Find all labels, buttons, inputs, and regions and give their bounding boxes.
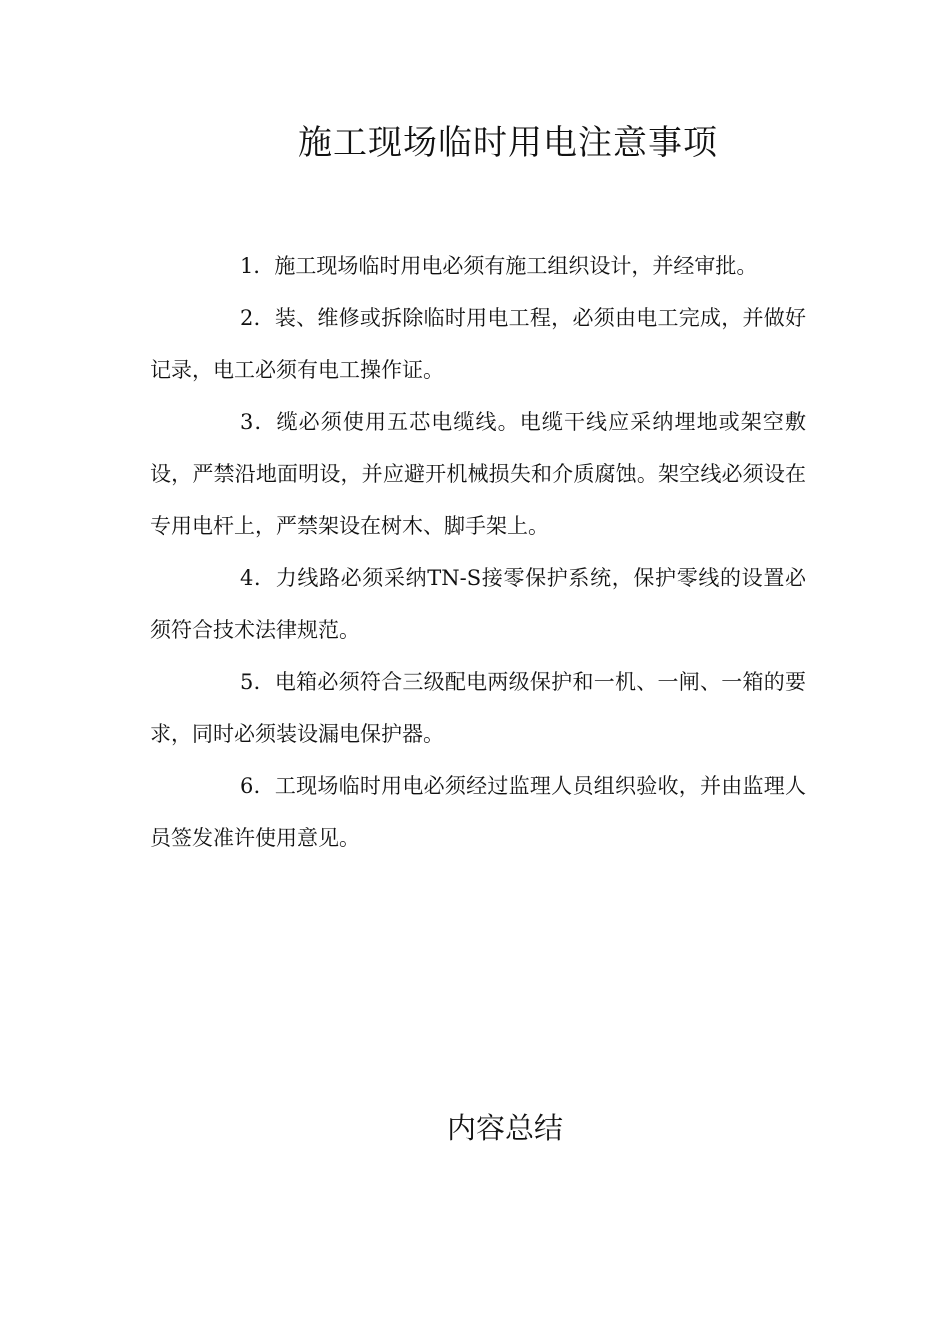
- item-number: 5．: [240, 670, 275, 694]
- item-text: 工现场临时用电必须经过监理人员组织验收，并由监理人员签发准许使用意见。: [150, 774, 806, 850]
- item-text: 电箱必须符合三级配电两级保护和一机、一闸、一箱的要求，同时必须装设漏电保护器。: [150, 670, 806, 746]
- item-text: 缆必须使用五芯电缆线。电缆干线应采纳埋地或架空敷设，严禁沿地面明设，并应避开机械损失和介质腐蚀。架空线必须设在专用电杆上，严禁架设在树木、脚手架上。: [150, 410, 806, 538]
- item-number: 6．: [240, 774, 275, 798]
- item-number: 4．: [240, 566, 276, 590]
- notice-item-4: [150, 552, 806, 656]
- notice-list: [150, 240, 806, 864]
- item-number: 2．: [240, 306, 275, 330]
- notice-item-2: [150, 292, 806, 396]
- item-text: 装、维修或拆除临时用电工程，必须由电工完成，并做好记录，电工必须有电工操作证。: [150, 306, 806, 382]
- item-number: 1．: [240, 254, 275, 278]
- summary-heading: 内容总结: [446, 1111, 563, 1145]
- notice-item-5: [150, 656, 806, 760]
- notice-item-1: [150, 240, 806, 292]
- item-text: 力线路必须采纳TN-S接零保护系统，保护零线的设置必须符合技术法律规范。: [150, 566, 806, 642]
- item-text: 施工现场临时用电必须有施工组织设计，并经审批。: [274, 254, 758, 278]
- item-number: 3．: [240, 410, 277, 434]
- notice-item-3: [150, 396, 806, 552]
- notice-item-6: [150, 760, 806, 864]
- document-title: 施工现场临时用电注意事项: [298, 123, 718, 163]
